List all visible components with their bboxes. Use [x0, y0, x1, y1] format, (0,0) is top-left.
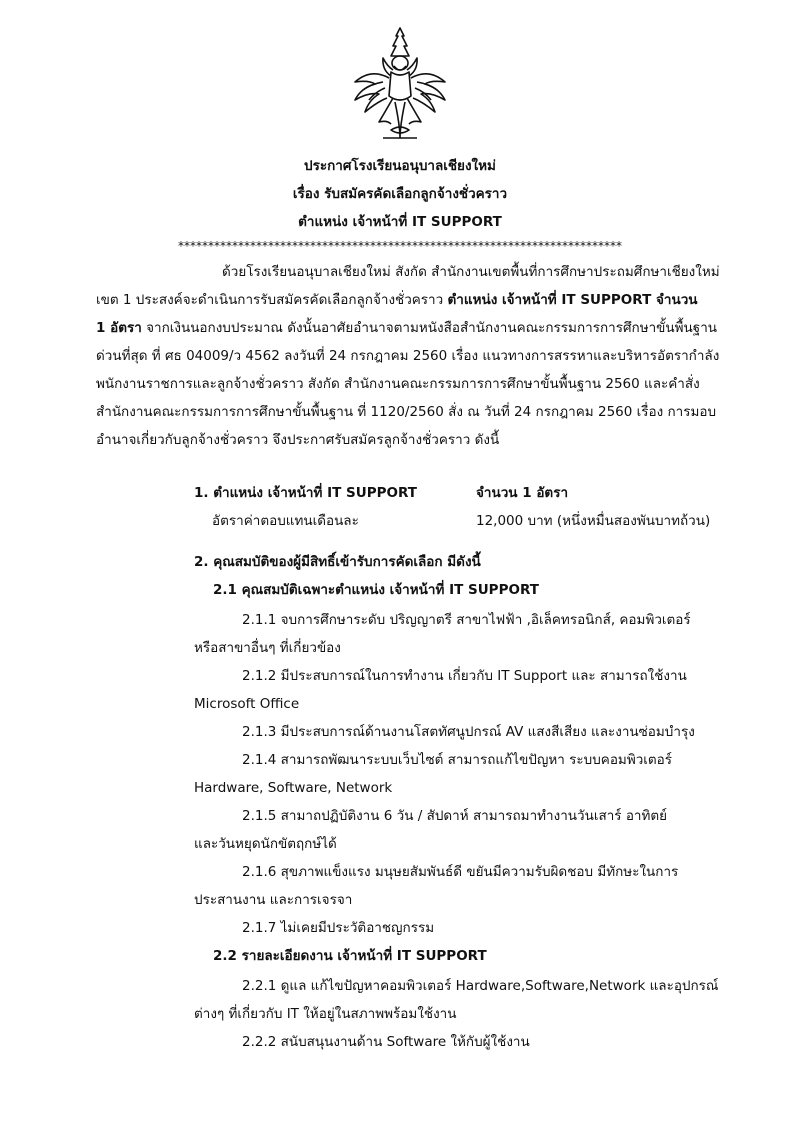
qualification-item: 2.1.1 จบการศึกษาระดับ ปริญญาตรี สาขาไฟฟ้า ,อิเล็คทรอนิกส์, คอมพิวเตอร์	[242, 612, 691, 628]
announcement-subject: เรื่อง รับสมัครคัดเลือกลูกจ้างชั่วคราว	[292, 186, 508, 202]
qualification-item: Hardware, Software, Network	[194, 780, 393, 796]
qualification-item: 2.1.5 สามาถปฏิบัติงาน 6 วัน / สัปดาห์ สามารถมาทำงานวันเสาร์ อาทิตย์	[242, 808, 668, 824]
intro-line: ด่วนที่สุด ที่ ศธ 04009/ว 4562 ลงวันที่ 24 กรกฎาคม 2560 เรื่อง แนวทางการสรรหาและบริหารอัตรากำลัง	[96, 348, 720, 364]
garuda-emblem-icon	[349, 26, 451, 141]
qualification-item: 2.1.6 สุขภาพแข็งแรง มนุษยสัมพันธ์ดี ขยันมีความรับผิดชอบ มีทักษะในการ	[242, 864, 679, 880]
job-detail-item: 2.2.1 ดูแล แก้ไขปัญหาคอมพิวเตอร์ Hardware,Software,Network และอุปกรณ์	[242, 978, 719, 994]
qualifications-heading: 2. คุณสมบัติของผู้มีสิทธิ์เข้ารับการคัดเลือก มีดังนี้	[194, 554, 481, 570]
specific-qualifications-heading: 2.1 คุณสมบัติเฉพาะตำแหน่ง เจ้าหน้าที่ IT SUPPORT	[213, 582, 539, 598]
intro-line: พนักงานราชการและลูกจ้างชั่วคราว สังกัด สำนักงานคณะกรรมการการศึกษาขั้นพื้นฐาน 2560 และคำสั่ง	[96, 376, 700, 392]
intro-line: อำนาจเกี่ยวกับลูกจ้างชั่วคราว จึงประกาศรับสมัครลูกจ้างชั่วคราว ดังนี้	[96, 432, 500, 448]
job-details-heading: 2.2 รายละเอียดงาน เจ้าหน้าที่ IT SUPPORT	[213, 948, 487, 964]
intro-line: เขต 1 ประสงค์จะดำเนินการรับสมัครคัดเลือกลูกจ้างชั่วคราว ตำแหน่ง เจ้าหน้าที่ IT SUPPORT จำนวน	[96, 292, 698, 308]
qualification-item: และวันหยุดนักขัตฤกษ์ได้	[194, 836, 337, 852]
qualification-item: Microsoft Office	[194, 696, 300, 712]
intro-line: 1 อัตรา จากเงินนอกงบประมาณ ดังนั้นอาศัยอำนาจตามหนังสือสำนักงานคณะกรรมการการศึกษาขั้นพื้นฐาน	[96, 320, 718, 336]
position-count: จำนวน 1 อัตรา	[476, 485, 569, 501]
qualification-item: หรือสาขาอื่นๆ ที่เกี่ยวข้อง	[194, 640, 341, 656]
announcement-title: ประกาศโรงเรียนอนุบาลเชียงใหม่	[304, 158, 496, 174]
intro-line: สำนักงานคณะกรรมการการศึกษาขั้นพื้นฐาน ที่ 1120/2560 สั่ง ณ วันที่ 24 กรกฎาคม 2560 เรื่อง การมอบ	[96, 404, 717, 420]
job-detail-item: ต่างๆ ที่เกี่ยวกับ IT ให้อยู่ในสภาพพร้อมใช้งาน	[194, 1006, 457, 1022]
qualification-item: 2.1.4 สามารถพัฒนาระบบเว็บไซต์ สามารถแก้ไขปัญหา ระบบคอมพิวเตอร์	[242, 752, 673, 768]
qualification-item: ประสานงาน และการเจรจา	[194, 892, 353, 908]
separator-line: **************************************************************************	[178, 239, 622, 253]
announcement-position: ตำแหน่ง เจ้าหน้าที่ IT SUPPORT	[298, 214, 502, 230]
qualification-item: 2.1.2 มีประสบการณ์ในการทำงาน เกี่ยวกับ IT Support และ สามารถใช้งาน	[242, 668, 687, 684]
intro-line: ด้วยโรงเรียนอนุบาลเชียงใหม่ สังกัด สำนักงานเขตพื้นที่การศึกษาประถมศึกษาเชียงใหม่	[222, 264, 720, 280]
position-label: 1. ตำแหน่ง เจ้าหน้าที่ IT SUPPORT	[194, 485, 417, 501]
salary-value: 12,000 บาท (หนึ่งหมื่นสองพันบาทถ้วน)	[476, 513, 711, 529]
salary-label: อัตราค่าตอบแทนเดือนละ	[212, 513, 359, 529]
job-detail-item: 2.2.2 สนับสนุนงานด้าน Software ให้กับผู้ใช้งาน	[242, 1034, 530, 1050]
qualification-item: 2.1.3 มีประสบการณ์ด้านงานโสตทัศนูปกรณ์ AV แสงสีเสียง และงานซ่อมบำรุง	[242, 724, 695, 740]
qualification-item: 2.1.7 ไม่เคยมีประวัติอาชญกรรม	[242, 920, 435, 936]
